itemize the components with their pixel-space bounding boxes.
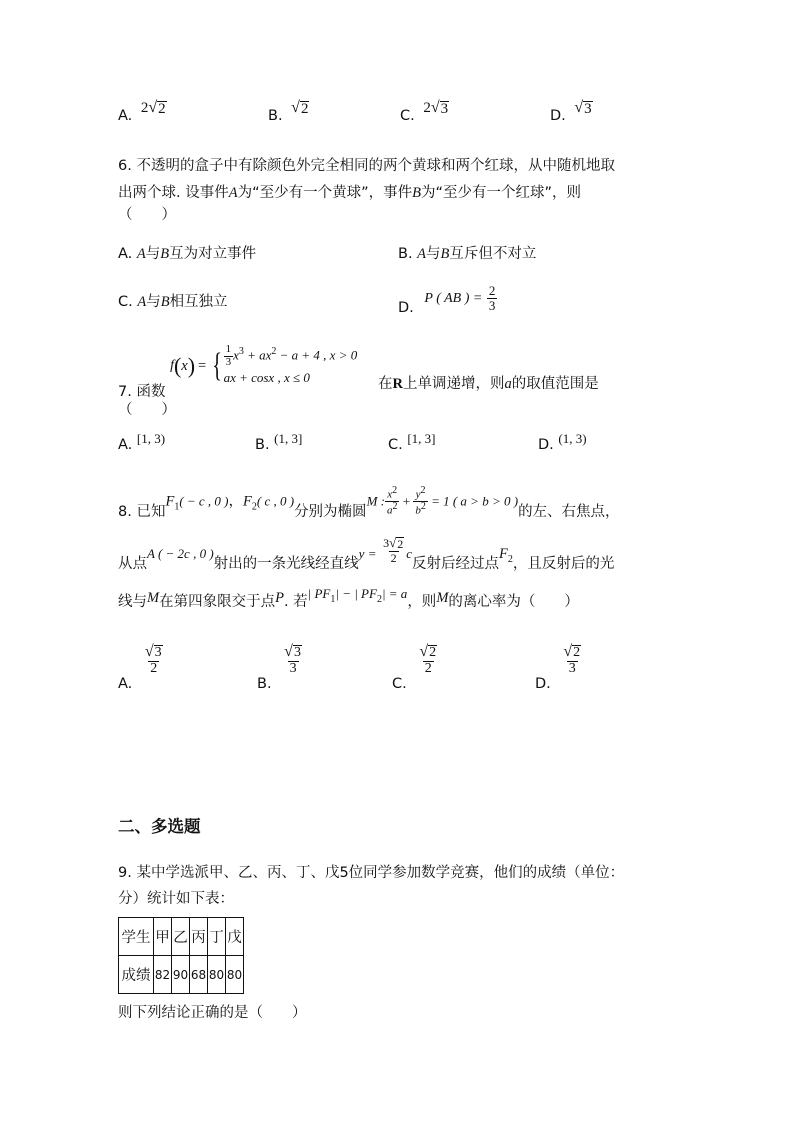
table-cell: 乙 xyxy=(172,918,190,956)
q5-a-expr: 2 √ 2 xyxy=(140,99,166,117)
q5-option-b: B. √ 2 xyxy=(268,99,309,124)
q8-stem-line2: 从点A ( − 2c , 0 )射出的一条光线经直线y = 3 √ 2 2 c反射后经过点$F_2$，且反射后的光 xyxy=(118,535,615,573)
q7-piecewise-function: f ( x ) = { $\frac{1}{3}$ $x^3 + ax^2 - a + 4$ , x > 0 ax + cosx , x ≤ 0 xyxy=(170,343,358,386)
q7-option-c: C. [1, 3] xyxy=(388,431,436,453)
table-cell: 80 xyxy=(226,956,244,994)
q9-stem-line3: 则下列结论正确的是（ ） xyxy=(118,1005,307,1021)
section-title-multiple-choice: 二、多选题 xyxy=(118,817,201,836)
q6-option-a: A. A与B互为对立事件 xyxy=(118,246,257,262)
q6-answer-paren: （ ） xyxy=(118,207,176,223)
table-cell: 戊 xyxy=(226,918,244,956)
table-cell: 成绩 xyxy=(119,956,154,994)
q5-option-c: C. 2 √ 3 xyxy=(400,99,449,124)
table-cell: 丙 xyxy=(190,918,208,956)
q5-option-a: A. 2 √ 2 xyxy=(118,99,166,124)
q7-option-d: D. (1, 3) xyxy=(538,431,587,453)
q7-stem: 7. 函数 f ( x ) = { $\frac{1}{3}$ $x^3 + ax^2 - a + 4$ , x > 0 ax + cosx , x ≤ 0 xyxy=(118,343,358,401)
q6-option-b: B. A与B互斥但不对立 xyxy=(398,246,537,262)
q8-option-c: C. √ 2 2 xyxy=(392,643,437,693)
table-row xyxy=(119,918,244,956)
q7-option-b: B. (1, 3] xyxy=(255,431,303,453)
table-cell: 学生 xyxy=(119,918,154,956)
q6-stem-line2: 出两个球. 设事件A为“至少有一个黄球”，事件B为“至少有一个红球”，则 xyxy=(118,185,581,201)
q8-option-a: A. √ 3 2 xyxy=(118,643,162,693)
table-cell: 90 xyxy=(172,956,190,994)
q8-option-b: B. √ 3 3 xyxy=(257,643,301,693)
q6-stem-line1: 6. 不透明的盒子中有除颜色外完全相同的两个黄球和两个红球，从中随机地取 xyxy=(118,158,615,174)
q6-option-c: C. A与B相互独立 xyxy=(118,294,228,310)
table-cell: 甲 xyxy=(154,918,172,956)
q7-stem-suffix: 在R上单调递增，则a的取值范围是 xyxy=(378,376,599,392)
q5-b-expr: √ 2 xyxy=(291,99,309,117)
table-cell: 68 xyxy=(190,956,208,994)
q6-option-d: D. P ( AB ) = $\frac{2}{3}$ xyxy=(398,283,496,317)
q5-c-expr: 2 √ 3 xyxy=(423,99,449,117)
score-table xyxy=(118,917,244,994)
q8-option-d: D. √ 2 3 xyxy=(535,643,581,693)
q5-d-expr: √ 3 xyxy=(574,99,592,117)
q8-stem-line1: 8. 已知$F_1( - c$ , 0 )，$F_2$( c , 0 )分别为椭圆M : $\frac{x^2}{a^2}$ + $\frac{y^2}{b^2}$ = 1 ( a > b > 0 )的左、右焦点， xyxy=(118,485,620,520)
q7-option-a: A. [1, 3) xyxy=(118,431,166,453)
q9-stem-line2: 分）统计如下表： xyxy=(118,891,234,907)
table-cell: 82 xyxy=(154,956,172,994)
table-cell: 丁 xyxy=(208,918,226,956)
table-row xyxy=(119,956,244,994)
q6-d-fraction: $\frac{2}{3}$ xyxy=(488,283,496,313)
q9-stem-line1: 9. 某中学选派甲、乙、丙、丁、戊5位同学参加数学竞赛，他们的成绩（单位： xyxy=(118,865,625,881)
q8-stem-line3: 线与M在第四象限交于点P. 若| $PF_1|$ − | $PF_2| = a$，则M的离心率为（ ） xyxy=(118,586,579,610)
q7-answer-paren: （ ） xyxy=(118,402,176,418)
q5-option-d: D. √ 3 xyxy=(550,99,592,124)
table-cell: 80 xyxy=(208,956,226,994)
